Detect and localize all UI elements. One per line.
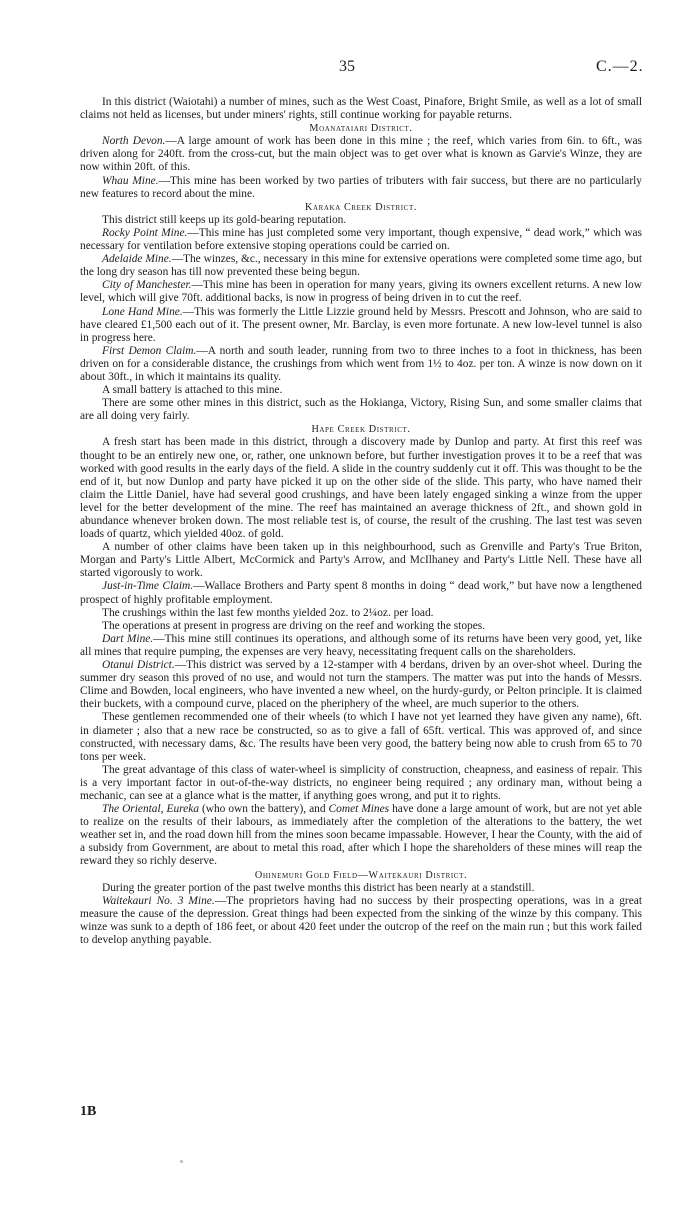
rocky-point-text: —This mine has just completed some very important, though expensive, “ dead work,” which was necessary for ventilation before extensive stoping operations could be carried on. [80,226,642,253]
paragraph-dart-mine [80,633,642,659]
heading-karaka-creek-district: Karaka Creek District. [305,201,417,213]
manchester-lead: City of Manchester. [102,279,192,292]
whau-mine-lead: Whau Mine. [102,174,159,187]
paragraph-waitekauri [80,895,642,947]
first-demon-text: —A north and south leader, running from two to three inches to a foot in thickness, has been driven on for a considerable distance, the crushings from which went from 1½ to 4oz. per ton. A winze is now down on it about 30ft., in which it maintains its quality. [80,344,642,383]
paragraph-advantage: The great advantage of this class of water-wheel is simplicity of construction, cheapness, and easiness of repair. This is a very important factor in out-of-the-way districts, no engineer being required ; any ordinary man, without being a mechanic, can see at a glance what is the matter, if anything goes wrong, and put it to rights. [80,763,642,802]
paragraph-rocky-point [80,227,642,253]
paragraph-operations: The operations at present in progress are driving on the reef and working the stopes. [102,619,486,632]
dart-mine-lead: Dart Mine. [102,632,154,645]
paragraph-waiotahi: In this district (Waiotahi) a number of mines, such as the West Coast, Pinafore, Bright Smile, as well as a lot of small claims not held as licenses, but under miners' rights, still continue working for payable returns. [80,96,642,122]
oriental-lead: The Oriental, Eureka [102,803,199,816]
adelaide-lead: Adelaide Mine. [102,253,172,266]
lone-hand-lead: Lone Hand Mine. [102,305,183,318]
paragraph-other-mines: There are some other mines in this district, such as the Hokianga, Victory, Rising Sun, and some smaller claims that are all doing very fairly. [80,397,642,423]
heading-ohinemuri-gold-field: Ohinemuri Gold Field—Waitekauri District. [254,869,468,881]
paragraph-battery-note: A small battery is attached to this mine. [102,384,283,397]
paragraph-oriental [80,803,642,868]
paragraph-karaka-intro: This district still keeps up its gold-bearing reputation. [102,213,347,226]
signature-mark: 1B [80,1104,97,1119]
waitekauri-text: —The proprietors having had no success by their prospecting operations, was in a great measure the cause of the depression. Great things had been expected from the sinking of the winze by this company. This winze was sunk to a depth of 186 feet, or about 420 feet under the outcrop of the reef on the main run ; but this work failed to develop anything payable. [80,894,642,946]
paragraph-gentlemen: These gentlemen recommended one of their wheels (to which I have not yet learned they have given any name), 6ft. in diameter ; also that a new race be constructed, so as to give a fall of 65ft. vertical. This was approved of, and since constructed, with necessary dams, &c. The results have been very good, the battery being now able to crush from 65 to 70 tons per week. [80,711,642,763]
page-number: 35 [339,58,355,75]
paragraph-first-demon [80,345,642,384]
paragraph-just-in-time [80,580,642,606]
north-devon-lead: North Devon. [102,135,166,148]
otanui-text: —This district was served by a 12-stamper with 4 berdans, driven by an over-shot wheel. During the summer dry season this proved of no use, and would not turn the stampers. The matter was put into the hands of Messrs. Clime and Bowden, local engineers, who have invented a new wheel, on the hurdy-gurdy, or Pelton principle. It is claimed their buckets, with a compound curve, placed on the pheriphery of the wheel, are much superior to the others. [80,659,642,711]
page-body [80,96,642,947]
paragraph-hape-discovery: A fresh start has been made in this district, through a discovery made by Dunlop and party. At first this reef was thought to be an entirely new one, or, rather, one unknown before, but further investigation proves it to be a reef that was worked with good results in the early days of the field. A slide in the country suddenly cut it off. This was thought to be the end of it, but now Dunlop and party have picked it up on the other side of the slide. This party, who have named their claim the Little Daniel, have had several good crushings, and have been lately engaged sinking a winze from the upper level for the better development of the mine. The reef has maintained an average thickness of 2ft., and shown gold in abundance whenever broken down. The most reliable test is, of course, the result of the crushing. The last test was seven loads of quartz, which yielded 40oz. of gold. [80,436,642,541]
paragraph-ohinemuri-standstill: During the greater portion of the past twelve months this district has been nearly at a standstill. [102,881,535,894]
paragraph-crushings: The crushings within the last few months yielded 2oz. to 2¼oz. per load. [102,606,434,619]
just-in-time-text: —Wallace Brothers and Party spent 8 months in doing “ dead work,” but have now a lengthened prospect of highly profitable employment. [80,580,642,606]
dart-mine-text: —This mine still continues its operations, and although some of its returns have been very good, yet, like all mines that require pumping, the expenses are very heavy, necessitating frequent calls on the shareholders. [80,632,642,658]
first-demon-lead: First Demon Claim. [102,344,197,357]
heading-hape-creek-district: Hape Creek District. [311,424,411,436]
just-in-time-lead: Just-in-Time Claim. [102,580,194,593]
paragraph-otanui [80,659,642,711]
lone-hand-text: —This was formerly the Little Lizzie ground held by Messrs. Prescott and Johnson, who are said to have cleared £1,500 each out of it. The present owner, Mr. Barclay, is even more fortunate. A new low-level tunnel is also in progress here. [80,305,642,344]
north-devon-text: —A large amount of work has been done in this mine ; the reef, which varies from 6in. to 6ft., was driven along for 240ft. from the cross-cut, but the main object was to get over what is known as Garvie's Winze, they are now within 20ft. of this. [80,135,642,174]
comet-lead: Comet Mines [328,803,390,816]
heading-moanataiari-district: Moanataiari District. [309,123,413,135]
paragraph-whau-mine [80,175,642,201]
manchester-text: —This mine has been in operation for many years, giving its owners excellent returns. A new low level, which will give 70ft. additional backs, is now in progress of being driven in to cut the reef. [80,279,642,305]
paragraph-hape-claims: A number of other claims have been taken up in this neighbourhood, such as Grenville and Party's True Briton, Morgan and Party's Little Albert, McCormick and Party's Arrow, and McIlhaney and Party's Little Nell. These have all started vigorously to work. [80,541,642,580]
oriental-mid: (who own the battery), and [198,803,329,816]
page-header [0,58,700,78]
document-code: C.—2. [596,58,644,75]
paragraph-city-of-manchester [80,279,642,305]
paragraph-lone-hand [80,306,642,345]
paragraph-adelaide [80,253,642,279]
rocky-point-lead: Rocky Point Mine. [102,226,188,239]
oriental-text: have done a large amount of work, but are not yet able to realize on the results of their labours, as immediately after the completion of the alterations to the battery, the wet weather set in, and the road down hill from the mines soon became impassable. However, I hear the County, with the aid of a subsidy from Government, are about to metal this road, after which I hope the shareholders of these mines will reap the reward they so richly deserve. [80,803,642,868]
whau-mine-text: —This mine has been worked by two parties of tributers with fair success, but there are no particularly new features to record about the mine. [80,174,642,200]
adelaide-text: —The winzes, &c., necessary in this mine for extensive operations were completed some time ago, but the long dry season has till now prevented these being begun. [80,253,642,279]
otanui-lead: Otanui District. [102,659,175,672]
waitekauri-lead: Waitekauri No. 3 Mine. [102,894,215,907]
paragraph-north-devon [80,135,642,174]
paper-speck [180,1160,183,1163]
